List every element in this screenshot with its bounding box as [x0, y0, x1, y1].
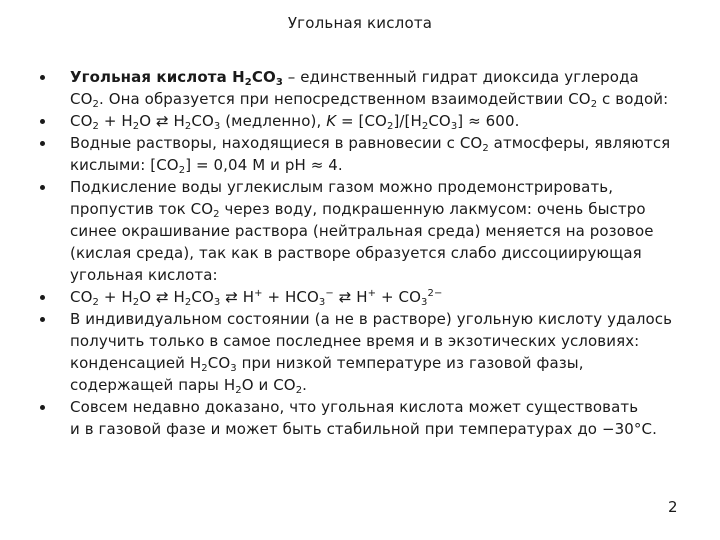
text: (медленно),	[220, 112, 327, 130]
text: Угольная кислота Н	[70, 68, 245, 86]
bullet-dot	[40, 295, 45, 300]
text: . Она образуется при непосредственном взаимодействии СО	[98, 90, 591, 108]
bullet-1-line-2	[70, 89, 668, 109]
subscript: 2	[92, 297, 99, 308]
subscript: 2	[132, 121, 140, 132]
bullet-6-line-2: получить только в самое последнее время и в экзотических условиях:	[70, 332, 640, 350]
text: при низкой температуре из газовой фазы,	[236, 354, 584, 372]
subscript: 2	[235, 385, 242, 396]
text: О ⇄ Н	[139, 288, 185, 306]
bullet-4-line-4: (кислая среда), так как в растворе образуется слабо диссоциирующая	[70, 244, 642, 262]
bullet-4-line-3: синее окрашивание раствора (нейтральная среда) меняется на розовое	[70, 222, 654, 240]
text: О ⇄ Н	[139, 112, 185, 130]
subscript: 3	[213, 297, 221, 308]
superscript: +	[254, 288, 263, 299]
subscript: 3	[450, 121, 458, 132]
subscript: 2	[386, 121, 394, 132]
bullet-6-line-1: В индивидуальном состоянии (а не в растворе) угольную кислоту удалось	[70, 310, 673, 328]
subscript: 2	[295, 385, 303, 396]
text: + НСО	[262, 288, 319, 306]
bullet-dot	[40, 119, 45, 124]
bullet-4-line-2	[70, 199, 646, 219]
subscript: 3	[318, 297, 326, 308]
subscript: 2	[244, 77, 252, 88]
text: СО	[70, 288, 93, 306]
subscript: 3	[230, 363, 237, 374]
text: ]/[Н	[393, 112, 422, 130]
text: СО	[191, 288, 214, 306]
bullet-5-line-1	[70, 287, 442, 307]
bullet-1-line-1	[70, 67, 639, 87]
subscript: 2	[590, 99, 598, 110]
bullet-dot	[40, 317, 45, 322]
text: СО	[70, 112, 93, 130]
superscript: −	[325, 288, 334, 299]
text: ⇄ Н	[220, 288, 255, 306]
text: СО	[428, 112, 451, 130]
bullet-6-line-3	[70, 353, 584, 373]
bullet-dot	[40, 405, 45, 410]
subscript: 3	[213, 121, 221, 132]
subscript: 2	[92, 99, 99, 110]
bullet-4-line-1: Подкисление воды углекислым газом можно продемонстрировать,	[70, 178, 614, 196]
superscript: +	[367, 288, 377, 299]
text: ] = 0,04 М и рН ≈ 4.	[185, 156, 343, 174]
text: конденсацией Н	[70, 354, 202, 372]
text: атмосферы, являются	[488, 134, 671, 152]
text: ⇄ Н	[333, 288, 368, 306]
bullet-dot	[40, 141, 45, 146]
subscript: 3	[275, 77, 283, 88]
subscript: 2	[92, 121, 99, 132]
text: кислыми: [СО	[70, 156, 179, 174]
text: пропустив ток СО	[70, 200, 214, 218]
subscript: 2	[482, 143, 489, 154]
subscript: 2	[178, 165, 186, 176]
bullet-6-line-4	[70, 375, 307, 395]
bullet-2-line-1	[70, 111, 519, 131]
subscript: 2	[201, 363, 208, 374]
bullet-7-line-1: Совсем недавно доказано, что угольная кислота может существовать	[70, 398, 639, 416]
italic-k: K	[326, 112, 337, 130]
subscript: 2	[421, 121, 429, 132]
bullet-7-line-2: и в газовой фазе и может быть стабильной при температурах до −30°С.	[70, 420, 657, 438]
text: с водой:	[597, 90, 669, 108]
bullet-3-line-1	[70, 133, 670, 153]
text: + Н	[98, 112, 133, 130]
bullet-3-line-2	[70, 155, 343, 175]
subscript: 2	[132, 297, 140, 308]
text: + СО	[376, 288, 422, 306]
text: = [СО	[336, 112, 387, 130]
subscript: 2	[213, 209, 220, 220]
bullet-dot	[40, 185, 45, 190]
slide-title: Угольная кислота	[287, 14, 433, 32]
subscript: 3	[421, 297, 428, 308]
subscript: 2	[184, 121, 192, 132]
text: .	[302, 376, 308, 394]
text: – единственный гидрат диоксида углерода	[282, 68, 639, 86]
page-number: 2	[668, 498, 678, 516]
text: О и СО	[241, 376, 296, 394]
bullet-dot	[40, 75, 45, 80]
text: СО	[191, 112, 214, 130]
bullet-4-line-5: угольная кислота:	[70, 266, 218, 284]
superscript: 2−	[427, 288, 443, 299]
text: СО	[207, 354, 231, 372]
text: содержащей пары Н	[70, 376, 236, 394]
text: ] ≈ 600.	[457, 112, 520, 130]
text: через воду, подкрашенную лакмусом: очень быстро	[219, 200, 646, 218]
text: Водные растворы, находящиеся в равновесии с СО	[70, 134, 483, 152]
text: + Н	[98, 288, 133, 306]
text: СО	[251, 68, 276, 86]
subscript: 2	[184, 297, 192, 308]
text: СО	[70, 90, 93, 108]
